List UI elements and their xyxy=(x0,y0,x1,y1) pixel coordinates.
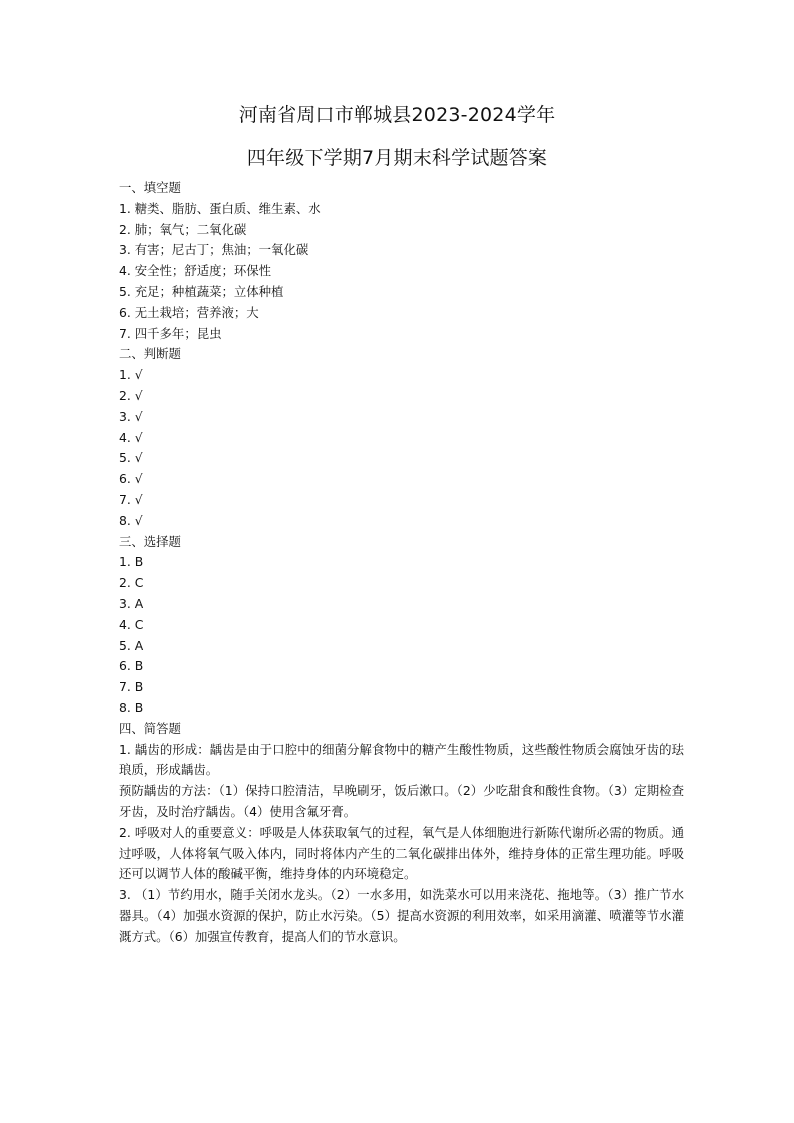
true-false-answer-5: 5. √ xyxy=(119,450,143,466)
short-answer-1-formation: 1. 龋齿的形成：龋齿是由于口腔中的细菌分解食物中的糖产生酸性物质，这些酸性物质会腐蚀牙齿的珐琅质，形成龋齿。 xyxy=(119,741,684,778)
choice-answer-2: 2. C xyxy=(119,575,144,591)
choice-answer-4: 4. C xyxy=(119,616,144,632)
section-heading-fill-in: 一、填空题 xyxy=(119,180,181,195)
short-answer-3: 3. （1）节约用水，随手关闭水龙头。（2）一水多用，如洗菜水可以用来浇花、拖地等。（3）推广节水器具。（4）加强水资源的保护，防止水污染。（5）提高水资源的利用效率，如采用滴灌、喷灌等节水灌溉方式。（6）加强宣传教育，提高人们的节水意识。 xyxy=(119,887,684,944)
section-heading-multiple-choice: 三、选择题 xyxy=(119,533,181,549)
fill-in-answer-1: 1. 糖类、脂肪、蛋白质、维生素、水 xyxy=(119,200,321,216)
choice-answer-7: 7. B xyxy=(119,679,144,695)
fill-in-answer-7: 7. 四千多年；昆虫 xyxy=(119,325,222,341)
true-false-answer-3: 3. √ xyxy=(119,408,143,424)
true-false-answer-8: 8. √ xyxy=(119,512,143,528)
short-answer-1-prevention: 预防龋齿的方法：（1）保持口腔清洁，早晚刷牙，饭后漱口。（2）少吃甜食和酸性食物。（3）定期检查牙齿，及时治疗龋齿。（4）使用含氟牙膏。 xyxy=(119,783,684,819)
document-title-line-2: 四年级下学期7月期末科学试题答案 xyxy=(246,147,548,169)
choice-answer-3: 3. A xyxy=(119,595,144,611)
choice-answer-1: 1. B xyxy=(119,554,144,570)
fill-in-answer-4: 4. 安全性；舒适度；环保性 xyxy=(119,263,272,279)
fill-in-answer-6: 6. 无土栽培；营养液；大 xyxy=(119,304,259,320)
fill-in-answer-2: 2. 肺；氧气；二氧化碳 xyxy=(119,221,247,237)
answer-content xyxy=(119,178,684,947)
true-false-answer-2: 2. √ xyxy=(119,387,143,403)
short-answer-2: 2. 呼吸对人的重要意义：呼吸是人体获取氧气的过程，氧气是人体细胞进行新陈代谢所必需的物质。通过呼吸，人体将氧气吸入体内，同时将体内产生的二氧化碳排出体外，维持身体的正常生理功能。呼吸还可以调节人体的酸碱平衡，维持身体的内环境稳定。 xyxy=(119,824,684,882)
choice-answer-6: 6. B xyxy=(119,658,144,674)
true-false-answer-7: 7. √ xyxy=(119,491,143,507)
choice-answer-8: 8. B xyxy=(119,699,144,715)
true-false-answer-4: 4. √ xyxy=(119,429,143,445)
section-heading-short-answer: 四、简答题 xyxy=(119,720,181,736)
document-title-line-1: 河南省周口市郸城县2023-2024学年 xyxy=(238,104,556,126)
section-heading-true-false: 二、判断题 xyxy=(119,346,181,362)
fill-in-answer-5: 5. 充足；种植蔬菜；立体种植 xyxy=(119,283,284,299)
true-false-answer-6: 6. √ xyxy=(119,471,143,487)
choice-answer-5: 5. A xyxy=(119,637,144,653)
true-false-answer-1: 1. √ xyxy=(119,367,143,383)
fill-in-answer-3: 3. 有害；尼古丁；焦油；一氧化碳 xyxy=(119,242,309,258)
